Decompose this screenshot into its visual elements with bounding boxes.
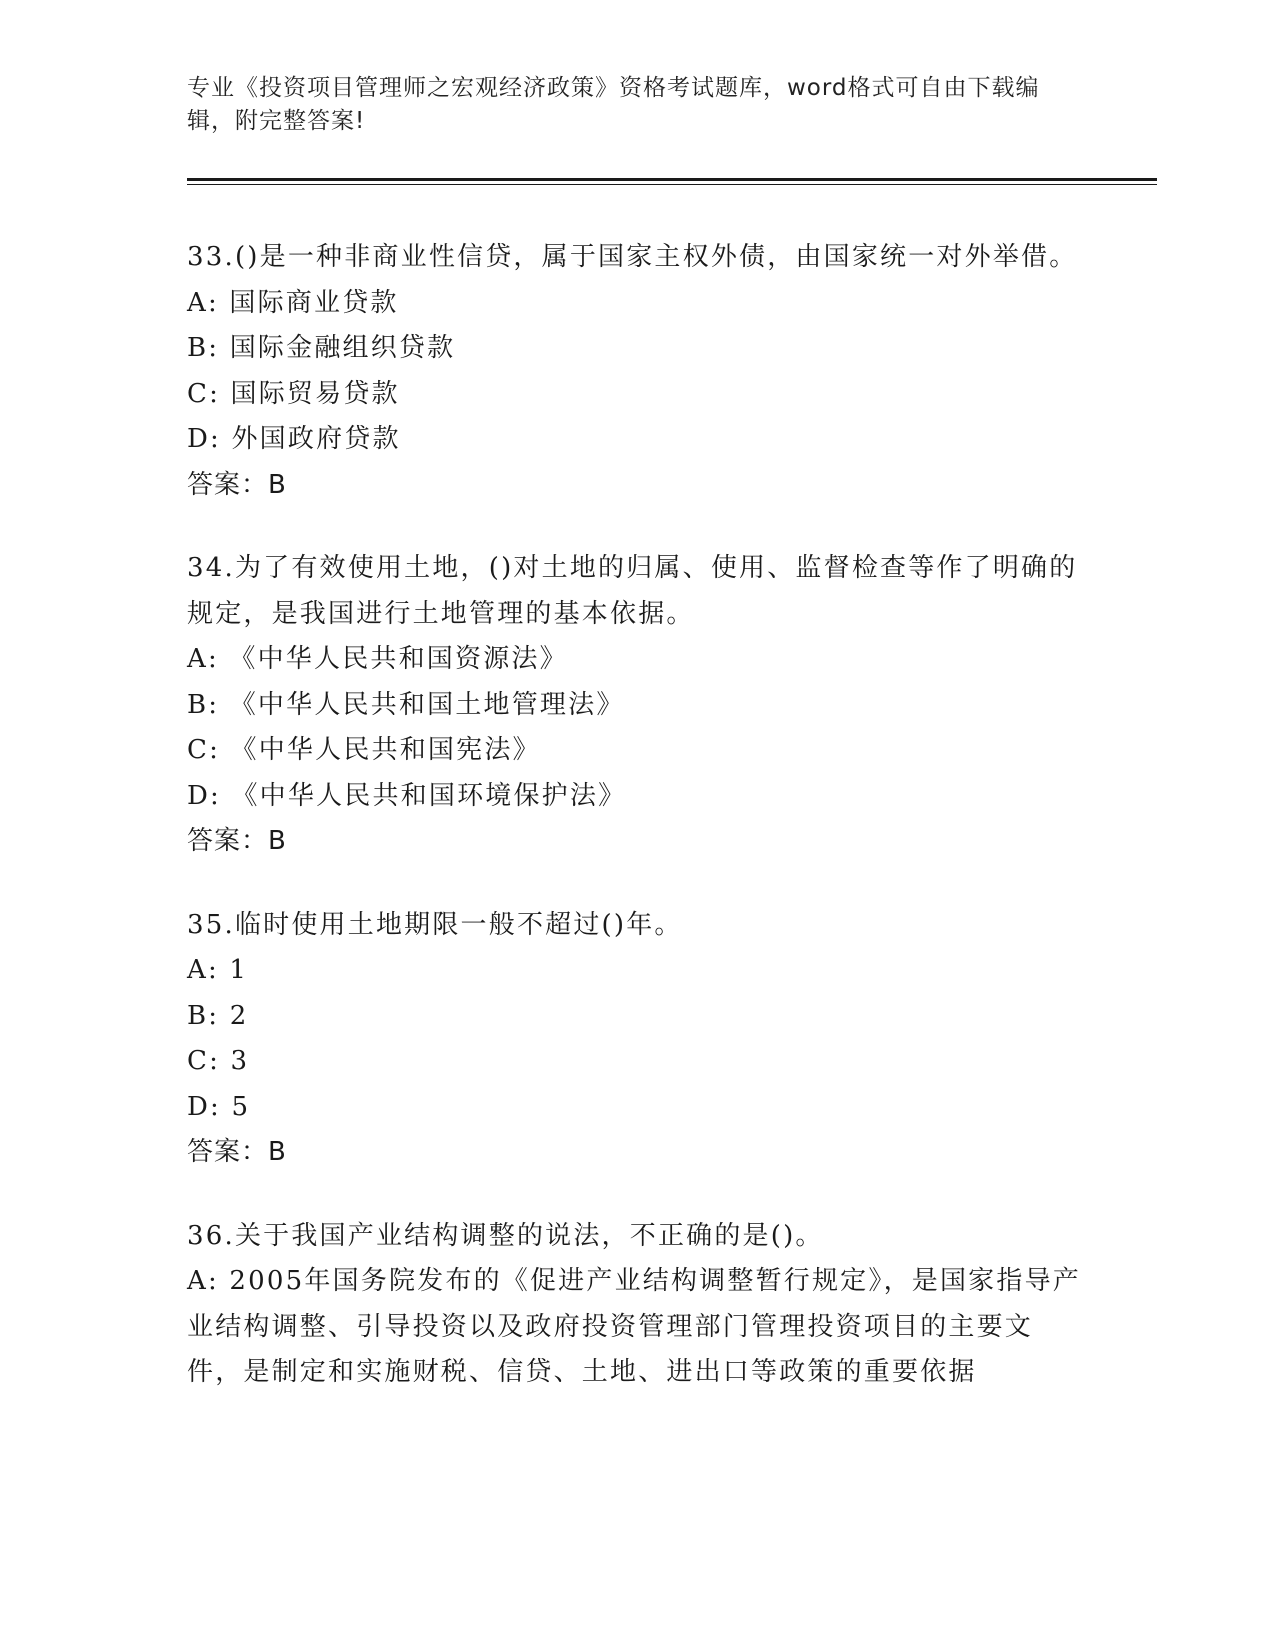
question-stem: 34.为了有效使用土地，()对土地的归属、使用、监督检查等作了明确的规定，是我国进行土地管理的基本依据。: [187, 553, 1078, 629]
question-list: [187, 235, 1087, 1434]
option-a: A: 1: [187, 955, 249, 985]
option-a: A: 《中华人民共和国资源法》: [187, 644, 568, 674]
option-d: D: 《中华人民共和国环境保护法》: [187, 780, 627, 811]
header-rule-thin: [187, 184, 1157, 185]
option-c: C: 国际贸易贷款: [187, 378, 400, 409]
answer-line: 答案：B: [187, 469, 287, 500]
option-d: D: 5: [187, 1091, 251, 1122]
question-35: [187, 903, 1087, 1176]
question-stem: 33.()是一种非商业性信贷，属于国家主权外债，由国家统一对外举借。: [187, 242, 1078, 272]
option-a: A: 2005年国务院发布的《促进产业结构调整暂行规定》，是国家指导产业结构调整、引导投资以及政府投资管理部门管理投资项目的主要文件，是制定和实施财税、信贷、土地、进出口等政策的重要依据: [187, 1266, 1081, 1387]
question-stem: 36.关于我国产业结构调整的说法，不正确的是()。: [187, 1220, 824, 1251]
option-c: C: 3: [187, 1046, 250, 1076]
answer-line: 答案：B: [187, 1137, 287, 1167]
header-rule-thick: [187, 178, 1157, 181]
question-stem: 35.临时使用土地期限一般不超过()年。: [187, 909, 683, 940]
question-33: [187, 235, 1087, 508]
option-a: A: 国际商业贷款: [187, 287, 399, 318]
question-34: [187, 546, 1087, 865]
option-b: B: 《中华人民共和国土地管理法》: [187, 689, 625, 720]
document-header: 专业《投资项目管理师之宏观经济政策》资格考试题库，word格式可自由下载编辑，附完整答案!: [187, 75, 1040, 134]
option-d: D: 外国政府贷款: [187, 424, 401, 454]
option-c: C: 《中华人民共和国宪法》: [187, 735, 541, 765]
question-36: [187, 1214, 1087, 1396]
option-b: B: 2: [187, 1000, 249, 1031]
answer-line: 答案：B: [187, 826, 287, 856]
option-b: B: 国际金融组织贷款: [187, 333, 456, 363]
